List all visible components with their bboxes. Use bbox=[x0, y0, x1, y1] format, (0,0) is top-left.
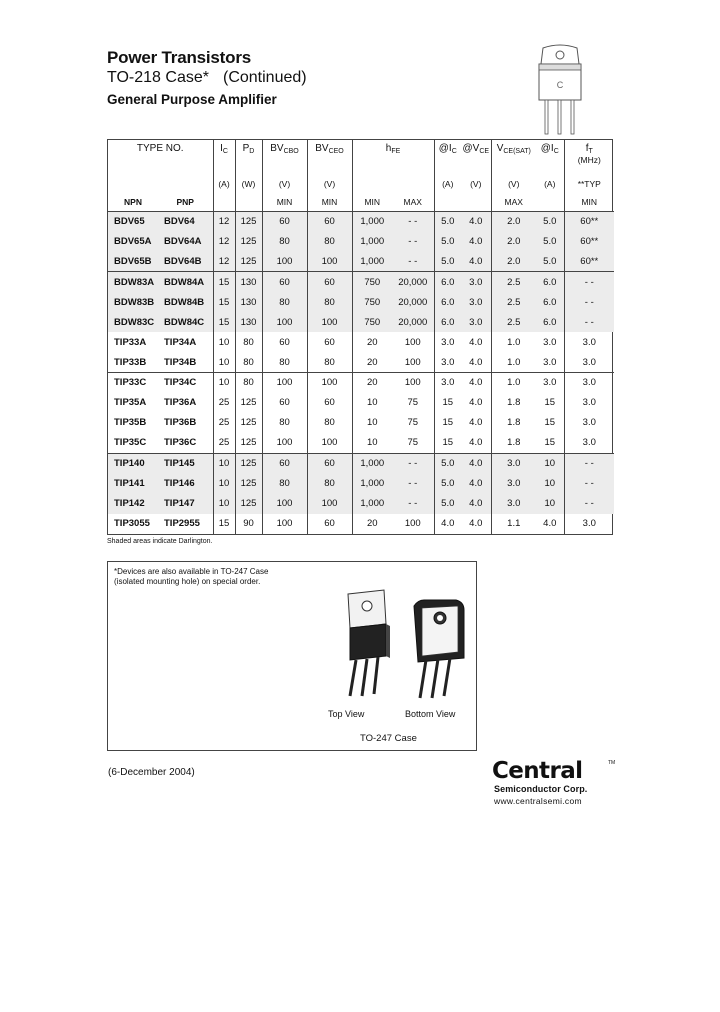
npn-label: NPN bbox=[124, 197, 142, 208]
cell-pnp: TIP34C bbox=[158, 373, 213, 393]
table-row bbox=[108, 232, 614, 252]
cell-ft: - - bbox=[564, 493, 614, 513]
to247-case-label: TO-247 Case bbox=[360, 733, 417, 744]
cell-ic: 10 bbox=[213, 493, 235, 513]
bvcbo-unit: (V) bbox=[262, 174, 307, 193]
cell-npn: TIP35C bbox=[114, 437, 147, 449]
cell-npn: BDW83C bbox=[108, 312, 158, 332]
cell-ic: 10 bbox=[213, 373, 235, 393]
bottom-view-label: Bottom View bbox=[405, 709, 456, 719]
pd-unit: (W) bbox=[235, 174, 262, 193]
pd-header: $P_D$ bbox=[235, 140, 262, 174]
ft-typ-label: **TYP bbox=[564, 174, 614, 193]
cell-ic: 15 bbox=[213, 292, 235, 312]
cell-bvcbo: 80 bbox=[262, 232, 307, 252]
brand-corp: Semiconductor Corp. bbox=[494, 784, 588, 794]
cell-ft: 3.0 bbox=[564, 433, 614, 453]
at-ic2-unit: (A) bbox=[544, 178, 556, 189]
bvceo-unit: (V) bbox=[307, 174, 352, 193]
cell-pd: 125 bbox=[235, 212, 262, 232]
cell-pd: 125 bbox=[235, 232, 262, 252]
cell-npn: TIP142 bbox=[108, 493, 158, 513]
hfe-header: $h_{FE}$ bbox=[352, 140, 434, 174]
cell-hmax: 100 bbox=[404, 336, 421, 348]
cell-hmin: 1,000 bbox=[352, 252, 392, 272]
cell-ft: 60** bbox=[564, 252, 614, 272]
table-row bbox=[108, 413, 614, 433]
publication-date: (6-December 2004) bbox=[108, 767, 195, 778]
cell-hmin: 1,000 bbox=[352, 493, 392, 513]
cell-aic: 5.0 bbox=[434, 453, 461, 473]
cell-ft: 60** bbox=[564, 212, 614, 232]
table-row bbox=[108, 473, 614, 493]
cell-aic: 5.0 bbox=[434, 232, 461, 252]
cell-ic: 25 bbox=[213, 433, 235, 453]
table-row bbox=[108, 453, 614, 473]
cell-hmax: 20,000 bbox=[392, 292, 434, 312]
table-row bbox=[108, 292, 614, 312]
cell-bvcbo: 100 bbox=[262, 252, 307, 272]
cell-hmin: 10 bbox=[352, 393, 392, 413]
cell-npn: BDV65B bbox=[108, 252, 158, 272]
cell-bvceo: 60 bbox=[307, 332, 352, 352]
cell-bvcbo: 80 bbox=[262, 473, 307, 493]
cell-pnp: TIP34A bbox=[164, 336, 197, 348]
cell-hmax: 100 bbox=[404, 518, 421, 530]
to247-bottom-view-icon bbox=[408, 596, 470, 706]
cell-hmin: 750 bbox=[352, 292, 392, 312]
cell-npn: TIP33B bbox=[114, 356, 147, 368]
table-row bbox=[108, 493, 614, 513]
cell-avce: 3.0 bbox=[461, 292, 491, 312]
cell-ic: 15 bbox=[213, 514, 235, 534]
cell-vsat: 2.5 bbox=[491, 272, 536, 292]
cell-vsat: 2.5 bbox=[491, 312, 536, 332]
cell-aic: 5.0 bbox=[434, 493, 461, 513]
cell-ic: 10 bbox=[213, 353, 235, 373]
table-row bbox=[108, 514, 614, 534]
hfe-min-label: MIN bbox=[352, 193, 392, 211]
cell-aic2: 10 bbox=[536, 493, 564, 513]
to247-top-view-icon bbox=[336, 584, 396, 704]
at-ic-header: $@I_C$ bbox=[434, 140, 461, 174]
cell-bvceo: 100 bbox=[307, 252, 352, 272]
cell-bvceo: 100 bbox=[307, 373, 352, 393]
cell-bvcbo: 100 bbox=[262, 373, 307, 393]
cell-bvceo: 100 bbox=[307, 493, 352, 513]
cell-aic: 3.0 bbox=[434, 332, 461, 352]
cell-bvcbo: 80 bbox=[262, 413, 307, 433]
cell-hmax: - - bbox=[392, 212, 434, 232]
cell-bvcbo: 60 bbox=[262, 393, 307, 413]
cell-avce: 4.0 bbox=[461, 373, 491, 393]
bvceo-min-label: MIN bbox=[307, 193, 352, 211]
cell-aic: 5.0 bbox=[434, 252, 461, 272]
cell-hmin: 1,000 bbox=[352, 232, 392, 252]
cell-bvceo: 80 bbox=[307, 473, 352, 493]
cell-hmin: 1,000 bbox=[352, 473, 392, 493]
category-title: General Purpose Amplifier bbox=[107, 92, 277, 107]
cell-npn: TIP141 bbox=[108, 473, 158, 493]
cell-hmin: 20 bbox=[352, 373, 392, 393]
cell-pd: 80 bbox=[235, 373, 262, 393]
table-row bbox=[108, 353, 614, 373]
cell-bvceo: 100 bbox=[307, 433, 352, 453]
cell-hmax: 20,000 bbox=[392, 272, 434, 292]
cell-ic: 15 bbox=[213, 272, 235, 292]
cell-avce: 3.0 bbox=[461, 272, 491, 292]
cell-bvcbo: 100 bbox=[262, 312, 307, 332]
brand-url: www.centralsemi.com bbox=[494, 796, 582, 806]
cell-pd: 130 bbox=[235, 312, 262, 332]
cell-hmax: - - bbox=[392, 493, 434, 513]
cell-hmax: - - bbox=[392, 473, 434, 493]
cell-aic2: 5.0 bbox=[536, 212, 564, 232]
spec-table bbox=[107, 139, 613, 535]
table-row bbox=[108, 312, 614, 332]
cell-hmax: - - bbox=[392, 232, 434, 252]
brand-logo bbox=[492, 758, 614, 808]
cell-avce: 4.0 bbox=[461, 252, 491, 272]
cell-avce: 3.0 bbox=[461, 312, 491, 332]
ft-header: $f_T$ (MHz) bbox=[564, 140, 614, 174]
cell-avce: 4.0 bbox=[461, 453, 491, 473]
cell-hmax: 75 bbox=[407, 417, 419, 429]
cell-pnp: BDV64 bbox=[158, 212, 213, 232]
cell-pd: 80 bbox=[235, 332, 262, 352]
cell-pd: 130 bbox=[235, 272, 262, 292]
cell-avce: 4.0 bbox=[469, 397, 483, 409]
cell-vsat: 1.8 bbox=[491, 433, 536, 453]
cell-hmin: 20 bbox=[352, 353, 392, 373]
cell-aic2: 5.0 bbox=[536, 232, 564, 252]
cell-hmax: 20,000 bbox=[392, 312, 434, 332]
hfe-max-label: MAX bbox=[403, 197, 422, 208]
cell-bvcbo: 100 bbox=[262, 514, 307, 534]
cell-aic2: 10 bbox=[536, 453, 564, 473]
subheader-row bbox=[108, 193, 614, 211]
vcesat-header: $V_{CE(SAT)}$ bbox=[491, 140, 536, 174]
cell-aic: 15 bbox=[434, 393, 461, 413]
cell-vsat: 3.0 bbox=[491, 453, 536, 473]
cell-pnp: TIP146 bbox=[158, 473, 213, 493]
cell-pnp: BDW84B bbox=[158, 292, 213, 312]
units-row bbox=[108, 174, 614, 193]
svg-text:C: C bbox=[556, 80, 564, 90]
cell-npn: BDW83A bbox=[108, 272, 158, 292]
cell-ft: 3.0 bbox=[564, 393, 614, 413]
cell-aic: 6.0 bbox=[434, 312, 461, 332]
cell-pnp: BDV64B bbox=[158, 252, 213, 272]
trademark-mark: TM bbox=[608, 760, 616, 766]
cell-ic: 10 bbox=[213, 453, 235, 473]
cell-aic2: 6.0 bbox=[536, 292, 564, 312]
bvcbo-header: $BV_{CBO}$ bbox=[262, 140, 307, 174]
cell-pd: 125 bbox=[235, 393, 262, 413]
cell-ft: 3.0 bbox=[564, 514, 614, 534]
cell-vsat: 2.0 bbox=[491, 212, 536, 232]
cell-pnp: BDV64A bbox=[158, 232, 213, 252]
cell-pd: 125 bbox=[235, 252, 262, 272]
cell-pnp: BDW84C bbox=[158, 312, 213, 332]
cell-ic: 12 bbox=[213, 212, 235, 232]
at-vce-unit: (V) bbox=[470, 178, 482, 189]
cell-vsat: 3.0 bbox=[491, 493, 536, 513]
cell-vsat: 2.0 bbox=[491, 252, 536, 272]
cell-hmin: 10 bbox=[352, 433, 392, 453]
cell-aic: 15 bbox=[434, 433, 461, 453]
cell-ft: 3.0 bbox=[564, 413, 614, 433]
cell-vsat: 2.5 bbox=[491, 292, 536, 312]
cell-hmax: 75 bbox=[407, 397, 419, 409]
cell-ft: 60** bbox=[564, 232, 614, 252]
cell-vsat: 2.0 bbox=[491, 232, 536, 252]
cell-bvceo: 60 bbox=[307, 272, 352, 292]
cell-hmin: 1,000 bbox=[352, 453, 392, 473]
at-ic-unit: (A) bbox=[434, 174, 461, 193]
cell-ft: 3.0 bbox=[564, 332, 614, 352]
cell-aic: 6.0 bbox=[434, 272, 461, 292]
cell-avce: 4.0 bbox=[461, 212, 491, 232]
cell-aic: 4.0 bbox=[434, 514, 461, 534]
cell-npn: TIP35B bbox=[114, 417, 147, 429]
cell-bvceo: 100 bbox=[307, 312, 352, 332]
cell-bvcbo: 100 bbox=[262, 493, 307, 513]
cell-npn: TIP3055 bbox=[114, 518, 150, 530]
cell-bvcbo: 60 bbox=[262, 272, 307, 292]
cell-ft: - - bbox=[564, 272, 614, 292]
cell-ic: 12 bbox=[213, 232, 235, 252]
cell-avce: 4.0 bbox=[461, 232, 491, 252]
cell-npn: BDW83B bbox=[108, 292, 158, 312]
cell-aic2: 15 bbox=[544, 417, 556, 429]
cell-pd: 90 bbox=[235, 514, 262, 534]
cell-pnp: TIP34B bbox=[164, 356, 197, 368]
cell-vsat: 1.8 bbox=[491, 413, 536, 433]
cell-hmax: 100 bbox=[392, 373, 434, 393]
ft-min-label: MIN bbox=[564, 193, 614, 211]
cell-aic2: 3.0 bbox=[536, 373, 564, 393]
cell-npn: TIP140 bbox=[108, 453, 158, 473]
cell-aic2: 15 bbox=[544, 437, 556, 449]
at-ic2-header: $@I_C$ bbox=[540, 143, 559, 155]
cell-ft: 3.0 bbox=[564, 373, 614, 393]
case-subtitle bbox=[107, 69, 307, 87]
type-no-header: TYPE NO. bbox=[136, 143, 184, 154]
cell-hmax: - - bbox=[392, 453, 434, 473]
cell-vsat: 1.0 bbox=[491, 373, 536, 393]
cell-avce: 4.0 bbox=[469, 336, 483, 348]
cell-bvceo: 80 bbox=[307, 413, 352, 433]
cell-hmax: - - bbox=[392, 252, 434, 272]
cell-aic2: 5.0 bbox=[536, 252, 564, 272]
shaded-note: Shaded areas indicate Darlington. bbox=[107, 538, 213, 545]
cell-ic: 12 bbox=[213, 252, 235, 272]
cell-pd: 125 bbox=[235, 473, 262, 493]
continued-label: (Continued) bbox=[222, 69, 307, 86]
cell-hmin: 10 bbox=[352, 413, 392, 433]
cell-pnp: TIP2955 bbox=[164, 518, 200, 530]
cell-npn: BDV65 bbox=[108, 212, 158, 232]
cell-aic2: 15 bbox=[544, 397, 556, 409]
cell-aic: 6.0 bbox=[434, 292, 461, 312]
cell-npn: TIP35A bbox=[114, 397, 147, 409]
pnp-label: PNP bbox=[176, 197, 194, 208]
cell-pd: 125 bbox=[235, 493, 262, 513]
table-row bbox=[108, 373, 614, 393]
to218-package-icon bbox=[525, 40, 595, 140]
cell-bvceo: 80 bbox=[307, 353, 352, 373]
cell-ic: 10 bbox=[213, 332, 235, 352]
to247-info-box bbox=[107, 561, 477, 751]
cell-bvceo: 80 bbox=[307, 292, 352, 312]
ic-unit: (A) bbox=[213, 174, 235, 193]
cell-aic: 3.0 bbox=[434, 353, 461, 373]
table-row bbox=[108, 212, 614, 232]
cell-hmin: 20 bbox=[352, 332, 392, 352]
cell-hmax: 100 bbox=[404, 356, 421, 368]
cell-bvceo: 60 bbox=[307, 514, 352, 534]
cell-ft: - - bbox=[564, 292, 614, 312]
cell-pnp: TIP145 bbox=[158, 453, 213, 473]
header-row bbox=[108, 140, 614, 174]
cell-bvcbo: 80 bbox=[262, 292, 307, 312]
cell-bvcbo: 60 bbox=[262, 332, 307, 352]
cell-aic2: 3.0 bbox=[543, 356, 557, 368]
table-row bbox=[108, 252, 614, 272]
cell-vsat: 1.8 bbox=[491, 393, 536, 413]
cell-bvceo: 60 bbox=[307, 453, 352, 473]
table-row bbox=[108, 332, 614, 352]
cell-bvcbo: 60 bbox=[262, 212, 307, 232]
cell-bvcbo: 100 bbox=[262, 433, 307, 453]
cell-avce: 4.0 bbox=[469, 356, 483, 368]
cell-avce: 4.0 bbox=[461, 493, 491, 513]
cell-ft: 3.0 bbox=[564, 353, 614, 373]
brand-name: Central bbox=[492, 758, 583, 784]
cell-pnp: TIP36B bbox=[164, 417, 197, 429]
cell-ft: - - bbox=[564, 453, 614, 473]
bvceo-header: $BV_{CEO}$ bbox=[307, 140, 352, 174]
cell-pd: 130 bbox=[235, 292, 262, 312]
page-title: Power Transistors bbox=[107, 48, 251, 67]
cell-npn: BDV65A bbox=[108, 232, 158, 252]
ic-header: $I_C$ bbox=[213, 140, 235, 174]
table-row bbox=[108, 393, 614, 413]
cell-vsat: 3.0 bbox=[491, 473, 536, 493]
cell-vsat: 1.0 bbox=[491, 353, 536, 373]
cell-bvceo: 60 bbox=[307, 212, 352, 232]
cell-hmax: 75 bbox=[407, 437, 419, 449]
cell-npn: TIP33C bbox=[108, 373, 158, 393]
cell-pd: 125 bbox=[235, 453, 262, 473]
cell-aic: 15 bbox=[434, 413, 461, 433]
cell-pnp: TIP36A bbox=[164, 397, 197, 409]
cell-ic: 10 bbox=[213, 473, 235, 493]
cell-ic: 25 bbox=[213, 413, 235, 433]
cell-avce: 4.0 bbox=[469, 518, 483, 530]
cell-vsat: 1.1 bbox=[491, 514, 536, 534]
at-vce-header: $@V_{CE}$ bbox=[462, 143, 490, 155]
cell-hmin: 1,000 bbox=[352, 212, 392, 232]
cell-aic2: 4.0 bbox=[543, 518, 557, 530]
cell-ft: - - bbox=[564, 473, 614, 493]
vcesat-max-label: MAX bbox=[491, 193, 536, 211]
cell-hmin: 750 bbox=[352, 272, 392, 292]
cell-aic2: 6.0 bbox=[536, 272, 564, 292]
cell-ft: - - bbox=[564, 312, 614, 332]
cell-aic2: 6.0 bbox=[536, 312, 564, 332]
cell-aic: 3.0 bbox=[434, 373, 461, 393]
table-row bbox=[108, 433, 614, 453]
cell-pd: 125 bbox=[235, 413, 262, 433]
cell-bvcbo: 80 bbox=[262, 353, 307, 373]
cell-npn: TIP33A bbox=[114, 336, 147, 348]
cell-aic: 5.0 bbox=[434, 473, 461, 493]
cell-pnp: TIP36C bbox=[164, 437, 197, 449]
cell-hmin: 20 bbox=[352, 514, 392, 534]
to247-note: *Devices are also available in TO-247 Case (isolated mounting hole) on special order. bbox=[114, 567, 269, 586]
cell-bvcbo: 60 bbox=[262, 453, 307, 473]
vcesat-unit: (V) bbox=[491, 174, 536, 193]
cell-aic2: 10 bbox=[536, 473, 564, 493]
bvcbo-min-label: MIN bbox=[262, 193, 307, 211]
top-view-label: Top View bbox=[328, 709, 365, 719]
cell-hmin: 750 bbox=[352, 312, 392, 332]
table-row bbox=[108, 272, 614, 292]
cell-pd: 125 bbox=[235, 433, 262, 453]
cell-aic: 5.0 bbox=[434, 212, 461, 232]
cell-avce: 4.0 bbox=[461, 473, 491, 493]
cell-ic: 25 bbox=[213, 393, 235, 413]
cell-avce: 4.0 bbox=[469, 437, 483, 449]
cell-aic2: 3.0 bbox=[543, 336, 557, 348]
cell-pnp: BDW84A bbox=[158, 272, 213, 292]
cell-bvceo: 60 bbox=[307, 393, 352, 413]
cell-pnp: TIP147 bbox=[158, 493, 213, 513]
cell-bvceo: 80 bbox=[307, 232, 352, 252]
cell-vsat: 1.0 bbox=[491, 332, 536, 352]
cell-pd: 80 bbox=[235, 353, 262, 373]
cell-ic: 15 bbox=[213, 312, 235, 332]
case-label: TO-218 Case* bbox=[107, 69, 209, 86]
cell-avce: 4.0 bbox=[469, 417, 483, 429]
